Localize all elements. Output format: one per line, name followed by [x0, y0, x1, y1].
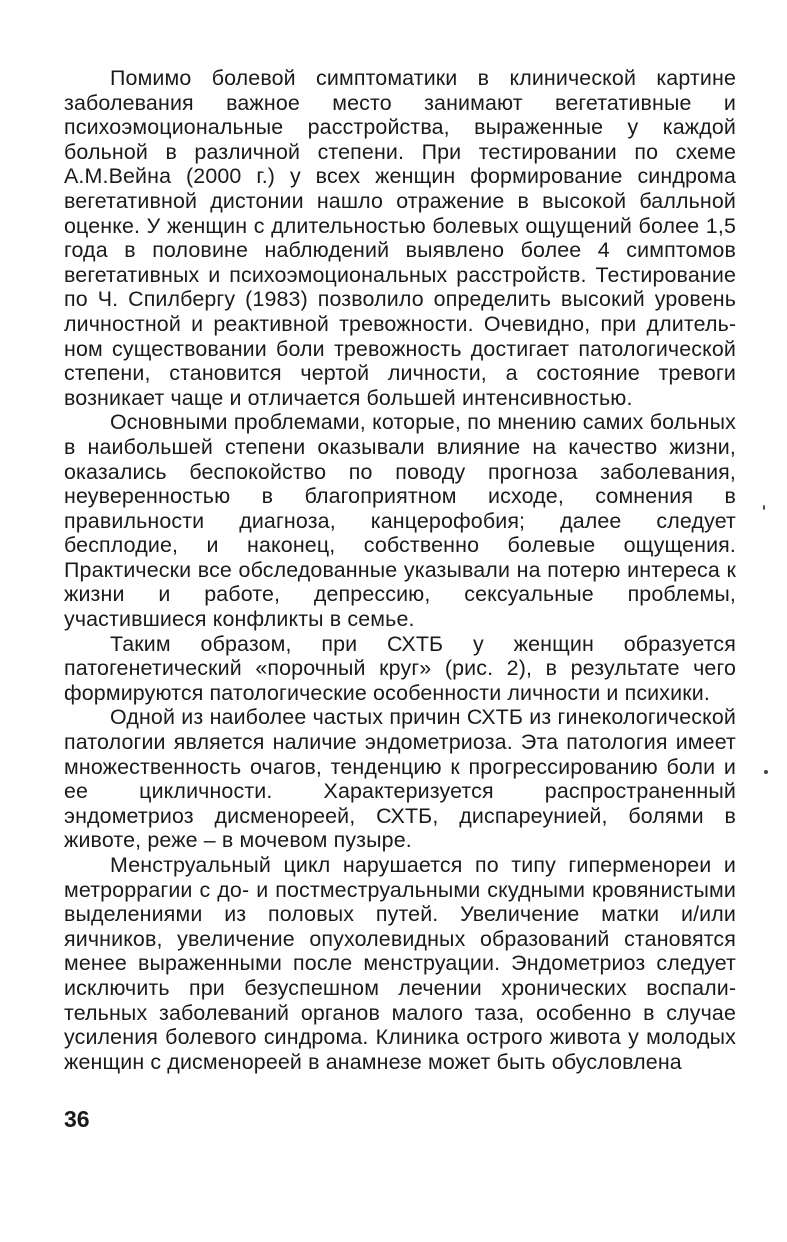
- scan-speck: [763, 505, 765, 510]
- paragraph-3: Таким образом, при СХТБ у женщин образуется патогенетический «порочный круг» (рис. 2), в результате чего формируются патологические особенности личности и психики.: [64, 631, 736, 705]
- page-body: [64, 66, 736, 1074]
- paragraph-1: Помимо болевой симптоматики в клинической картине заболевания важное место занимают вегетативные и психоэмоциональные расстройства, выраженные у каждой больной в различной степени. При тестировании по схеме А.М.Вейна (2000 г.) у всех женщин формирование синдрома вегетативной дистонии нашло отражение в высокой балльной оценке. У женщин с длительностью болевых ощущений более 1,5 года в половине наблюдений выявлено более 4 симптомов вегетативных и психоэмоциональных расстройств. Тестирование по Ч. Спилбергу (1983) позволило определить высокий уровень личностной и реактивной тревожности. Очевидно, при длительном существовании боли тревожность достигает патологической степени, становится чертой личности, а состояние тревоги возникает чаще и отличается большей интенсивностью.: [64, 66, 736, 410]
- paragraph-2: Основными проблемами, которые, по мнению самих больных в наибольшей степени оказывали влияние на качество жизни, оказались беспокойство по поводу прогноза заболевания, неуверенностью в благоприятном исходе, сомнения в правильности диагноза, канцерофобия; далее следует бесплодие, и наконец, собственно болевые ощущения. Практически все обследованные указывали на потерю интереса к жизни и работе, депрессию, сексуальные проблемы, участившиеся конфликты в семье.: [64, 410, 736, 632]
- paragraph-5: Менструальный цикл нарушается по типу гиперменореи и метроррагии с до- и постместруальными скудными кровянистыми выделениями из половых путей. Увеличение матки и/или яичников, увеличение опухолевидных образований становятся менее выраженными после менструации. Эндометриоз следует исключить при безуспешном лечении хронических воспалительных заболеваний органов малого таза, особенно в случае усиления болевого синдрома. Клиника острого живота у молодых женщин с дисменореей в анамнезе может быть обусловлена: [64, 853, 736, 1074]
- paragraph-4: Одной из наиболее частых причин СХТБ из гинекологической патологии является наличие эндометриоза. Эта патология имеет множественность очагов, тенденцию к прогрессированию боли и ее цикличности. Характеризуется распространенный эндометриоз дисменореей, СХТБ, диспареунией, болями в животе, реже – в мочевом пузыре.: [64, 705, 736, 853]
- page-number: 36: [64, 1106, 90, 1132]
- scan-speck: [764, 770, 768, 774]
